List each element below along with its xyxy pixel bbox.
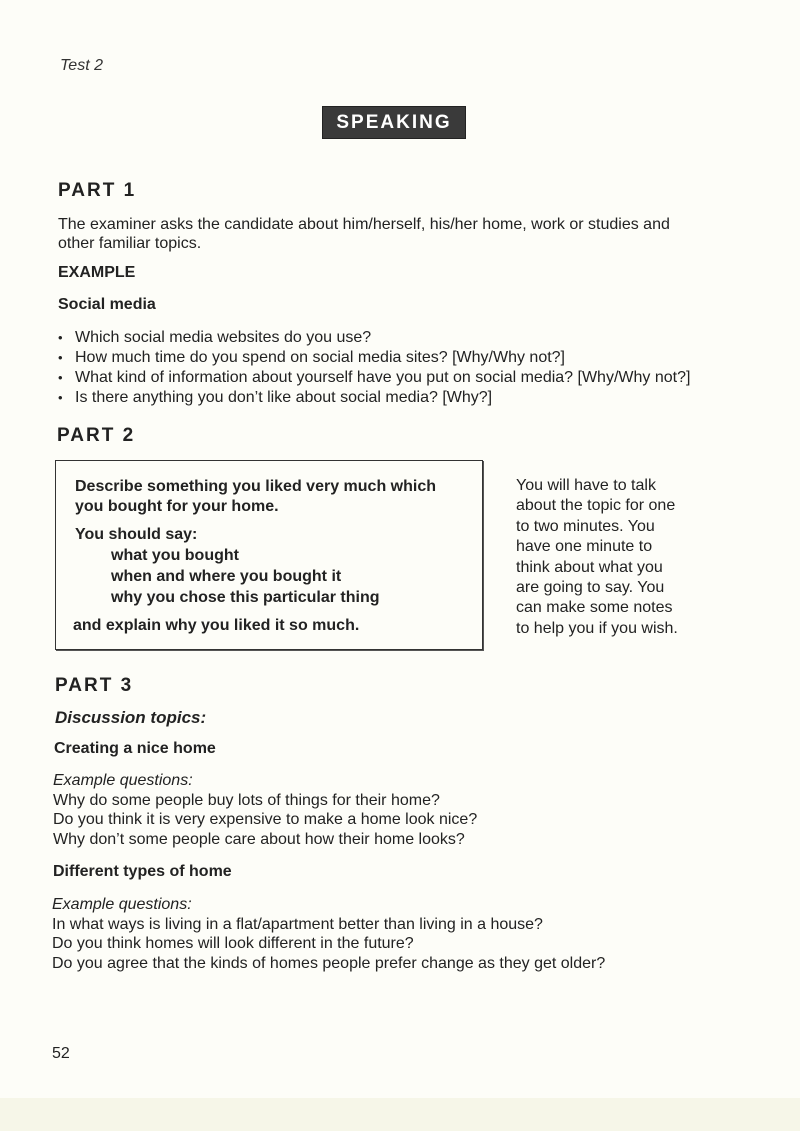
list-item: Do you think homes will look different in the future? — [52, 935, 414, 952]
part1-intro — [58, 215, 758, 253]
cue-card-point: what you bought — [111, 547, 239, 564]
part1-heading: PART 1 — [58, 180, 137, 201]
part3-topic-questions — [52, 895, 772, 973]
part1-intro-line: The examiner asks the candidate about him/herself, his/her home, work or studies and — [58, 216, 670, 233]
side-note-line: are going to say. You — [516, 579, 665, 597]
cue-card-point: when and where you bought it — [111, 568, 342, 585]
cue-card-should-say: You should say: — [75, 526, 198, 543]
section-banner: SPEAKING — [322, 106, 466, 139]
list-item: In what ways is living in a flat/apartment better than living in a house? — [52, 915, 543, 933]
example-label: EXAMPLE — [58, 264, 136, 281]
list-item: Do you agree that the kinds of homes people prefer change as they get older? — [52, 954, 606, 972]
list-item: Why don’t some people care about how their home looks? — [53, 830, 465, 848]
part3-heading: PART 3 — [55, 675, 134, 696]
list-item: • Which social media websites do you use? — [58, 328, 758, 348]
cue-card-prompt-line: you bought for your home. — [75, 498, 279, 515]
cue-card-prompt-line: Describe something you liked very much which — [75, 478, 436, 495]
list-item: • Is there anything you don’t like about social media? [Why?] — [58, 388, 758, 408]
part1-question-list — [58, 328, 758, 408]
list-item: • What kind of information about yourself have you put on social media? [Why/Why not?] — [58, 368, 758, 388]
part2-side-note — [516, 476, 696, 639]
running-head: Test 2 — [60, 57, 103, 74]
cue-card-closing: and explain why you liked it so much. — [73, 617, 360, 634]
side-note-line: think about what you — [516, 558, 663, 576]
cue-card-prompt — [75, 477, 475, 517]
cue-card-point: why you chose this particular thing — [111, 589, 380, 606]
page-number: 52 — [52, 1045, 70, 1062]
part1-topic: Social media — [58, 296, 156, 313]
list-item: Why do some people buy lots of things for their home? — [53, 791, 440, 809]
part3-topic-title: Different types of home — [53, 863, 232, 880]
side-note-line: can make some notes — [516, 599, 673, 617]
side-note-line: to help you if you wish. — [516, 619, 678, 637]
example-questions-label: Example questions: — [52, 896, 192, 913]
part3-topic-questions — [53, 771, 753, 849]
cue-card-points — [111, 545, 379, 608]
discussion-topics-label: Discussion topics: — [55, 708, 207, 727]
side-note-line: to two minutes. You — [516, 517, 655, 535]
example-questions-label: Example questions: — [53, 772, 193, 789]
part2-heading: PART 2 — [57, 425, 136, 446]
cue-card — [55, 460, 483, 650]
side-note-line: about the topic for one — [516, 497, 676, 515]
side-note-line: have one minute to — [516, 538, 653, 556]
list-item: Do you think it is very expensive to make a home look nice? — [53, 811, 478, 828]
side-note-line: You will have to talk — [516, 477, 656, 494]
list-item: • How much time do you spend on social media sites? [Why/Why not?] — [58, 348, 758, 368]
part3-topic-title: Creating a nice home — [54, 740, 216, 757]
page-bottom-edge — [0, 1098, 800, 1131]
part1-intro-line: other familiar topics. — [58, 235, 202, 252]
